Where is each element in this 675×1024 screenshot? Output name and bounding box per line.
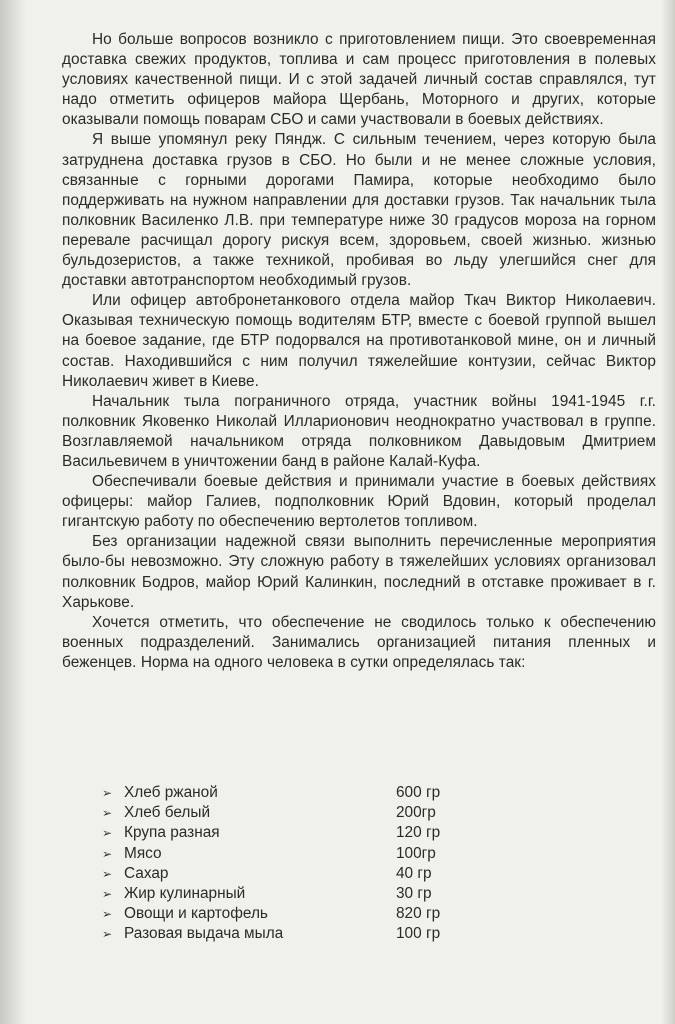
norm-item-amount: 40 гр xyxy=(396,864,432,882)
paragraph-5: Обеспечивали боевые действия и принимали участие в боевых действиях офицеры: майор Галиев, подполковник Юрий Вдовин, который проделал гигантскую работу по обеспечению вертолетов топливом. xyxy=(62,473,656,531)
norm-item-name: Разовая выдача мыла xyxy=(124,925,284,943)
norm-item-amount: 820 гр xyxy=(396,905,441,923)
paragraph-3: Или офицер автобронетанкового отдела майор Ткач Виктор Николаевич. Оказывая техническую помощь водителям БТР, вместе с боевой группой вышел на боевое задание, где БТР подорвался на противотанковой мине, он и личный состав. Находившийся с ним получил тяжелейшие контузии, сейчас Виктор Николаевич живет в Киеве. xyxy=(62,292,656,390)
norm-item-name: Хлеб белый xyxy=(124,804,211,822)
paragraph-6: Без организации надежной связи выполнить перечисленные мероприятия было-бы невозможно. Эту сложную работу в тяжелейших условиях организовал полковник Бодров, майор Юрий Калинкин, последний в отставке проживает в г. Харькове. xyxy=(62,533,656,611)
norm-item-amount: 120 гр xyxy=(396,824,441,842)
list-item xyxy=(102,884,522,904)
norm-item-name: Жир кулинарный xyxy=(124,884,246,902)
norm-item-amount: 30 гр xyxy=(396,884,432,902)
list-item xyxy=(102,803,522,823)
paragraph-7: Хочется отметить, что обеспечение не сводилось только к обеспечению военных подразделений. Занимались организацией питания пленных и беженцев. Норма на одного человека в сутки определялась так: xyxy=(62,613,656,671)
body-text xyxy=(62,30,656,673)
paragraph-4: Начальник тыла пограничного отряда, участник войны 1941-1945 г.г. полковник Яковенко Николай Илларионович неоднократно участвовал в группе. Возглавляемой начальником отряда полковником Давыдовым Дмитрием Васильевичем в уничтожении банд в районе Калай-Куфа. xyxy=(62,392,656,470)
norm-item-amount: 100 гр xyxy=(396,925,441,943)
list-item xyxy=(102,823,522,843)
list-item xyxy=(102,783,522,803)
norm-item-name: Сахар xyxy=(124,864,169,882)
norm-item-amount: 600 гр xyxy=(396,784,441,801)
norm-item-name: Мясо xyxy=(124,844,162,862)
norm-item-amount: 100гр xyxy=(396,844,436,862)
arrow-bullet-icon: ➢ xyxy=(102,806,113,821)
list-item xyxy=(102,924,522,944)
norm-item-amount: 200гр xyxy=(396,804,436,822)
arrow-bullet-icon: ➢ xyxy=(102,826,113,841)
paragraph-1: Но больше вопросов возникло с приготовлением пищи. Это своевременная доставка свежих продуктов, топлива и сам процесс приготовления в полевых условиях качественной пищи. И с этой задачей личный состав справлялся, тут надо отметить офицеров майора Щербань, Моторного и других, которые оказывали помощь поварам СБО и сами участвовали в боевых действиях. xyxy=(62,31,656,129)
arrow-bullet-icon: ➢ xyxy=(102,866,113,881)
norm-item-name: Хлеб ржаной xyxy=(124,784,218,801)
arrow-bullet-icon: ➢ xyxy=(102,907,113,922)
list-item xyxy=(102,864,522,884)
arrow-bullet-icon: ➢ xyxy=(102,786,113,800)
norm-item-name: Крупа разная xyxy=(124,824,220,842)
arrow-bullet-icon: ➢ xyxy=(102,927,113,942)
food-norms-list xyxy=(102,783,522,945)
norm-item-name: Овощи и картофель xyxy=(124,905,268,923)
arrow-bullet-icon: ➢ xyxy=(102,886,113,901)
arrow-bullet-icon: ➢ xyxy=(102,846,113,861)
list-item xyxy=(102,904,522,924)
paragraph-2: Я выше упомянул реку Пяндж. С сильным течением, через которую была затруднена доставка грузов в СБО. Но были и не менее сложные условия, связанные с горными дорогами Памира, которые необходимо было поддерживать на нужном направлении для доставки грузов. Так начальник тыла полковник Василенко Л.В. при температуре ниже 30 градусов мороза на горном перевале расчищал дорогу рискуя всем, здоровьем, своей жизнью. жизнью бульдозеристов, а также техникой, пробивая во льду улегшийся снег для доставки автотранспортом необходимый грузов. xyxy=(62,131,656,290)
list-item xyxy=(102,844,522,864)
